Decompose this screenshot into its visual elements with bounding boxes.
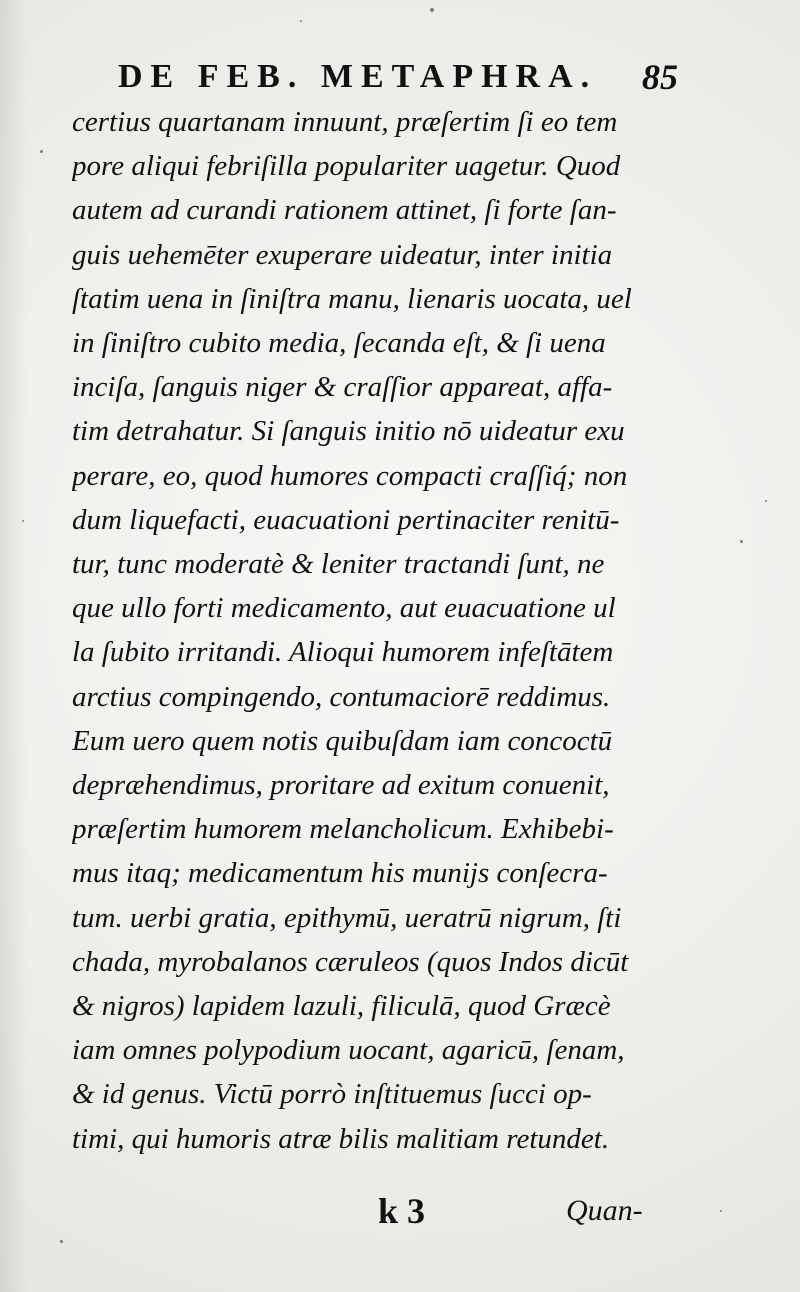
- signature-mark: k 3: [378, 1191, 426, 1231]
- text-line: in ſiniſtro cubito media, ſecanda eſt, & ſi uena: [72, 327, 606, 360]
- text-line: timi, qui humoris atræ bilis malitiam retundet.: [72, 1122, 610, 1155]
- text-line: la ſubito irritandi. Alioqui humorem infeſtātem: [72, 636, 614, 669]
- text-line: tim detrahatur. Si ſanguis initio nō uideatur exu: [72, 415, 625, 448]
- text-line: perare, eo, quod humores compacti craſſiq́; non: [72, 459, 628, 492]
- page-footer: [0, 1190, 800, 1240]
- text-line: depræhendimus, proritare ad exitum conuenit,: [72, 769, 610, 802]
- text-line: ſtatim uena in ſiniſtra manu, lienaris uocata, uel: [72, 282, 632, 315]
- paper-speck: [430, 8, 434, 12]
- body-text: [72, 100, 682, 1161]
- paper-speck: [22, 520, 24, 522]
- text-line: & id genus. Victū porrò inſtituemus ſucci op-: [72, 1078, 592, 1111]
- page-header: [118, 58, 678, 98]
- paper-speck: [740, 540, 743, 543]
- text-line: iam omnes polypodium uocant, agaricū, ſenam,: [72, 1034, 625, 1067]
- text-line: dum liquefacti, euacuationi pertinaciter renitū-: [72, 503, 620, 536]
- page-number: 85: [642, 57, 678, 97]
- paper-speck: [40, 150, 43, 153]
- paper-speck: [300, 20, 302, 22]
- running-head: DE FEB. METAPHRA.: [118, 58, 598, 95]
- text-line: chada, myrobalanos cæruleos (quos Indos dicūt: [72, 945, 629, 978]
- text-line: & nigros) lapidem lazuli, filiculā, quod Græcè: [72, 990, 611, 1023]
- text-line: pore aliqui febriſilla populariter uagetur. Quod: [72, 150, 621, 183]
- text-line: Eum uero quem notis quibuſdam iam concoctū: [72, 724, 613, 757]
- text-line: tur, tunc moderatè & leniter tractandi ſunt, ne: [72, 548, 605, 581]
- text-line: que ullo forti medicamento, aut euacuatione ul: [72, 592, 616, 625]
- text-line: præſertim humorem melancholicum. Exhibebi-: [72, 813, 614, 846]
- text-line: guis uehemēter exuperare uideatur, inter initia: [72, 238, 613, 271]
- text-line: inciſa, ſanguis niger & craſſior appareat, affa-: [72, 371, 613, 404]
- text-line: tum. uerbi gratia, epithymū, ueratrū nigrum, ſti: [72, 901, 622, 934]
- catchword: Quan-: [566, 1194, 643, 1227]
- text-line: arctius compingendo, contumaciorē reddimus.: [72, 680, 611, 713]
- text-line: autem ad curandi rationem attinet, ſi forte ſan-: [72, 194, 617, 227]
- paper-speck: [60, 1240, 63, 1243]
- paper-speck: [765, 500, 767, 502]
- text-line: mus itaq; medicamentum his munijs conſecra-: [72, 857, 608, 890]
- text-line: certius quartanam innuunt, præſertim ſi eo tem: [72, 106, 618, 138]
- page-edge-shadow: [0, 0, 28, 1292]
